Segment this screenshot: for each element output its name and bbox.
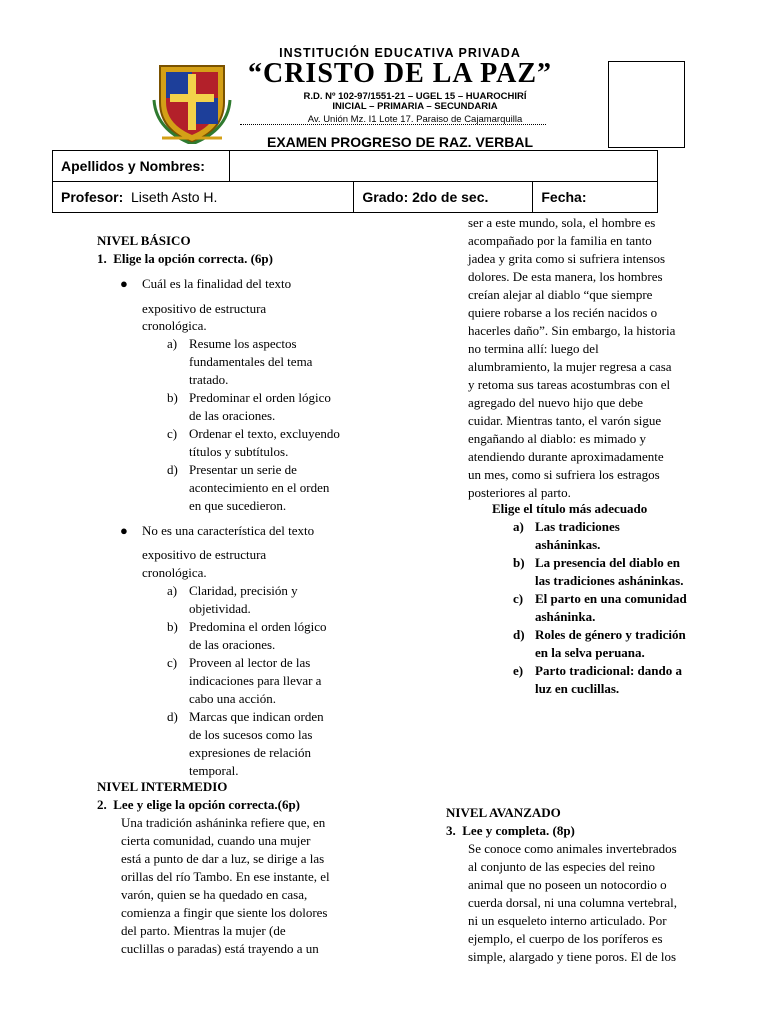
question-3 <box>446 822 575 840</box>
question-3-text: Lee y completa. (8p) <box>462 823 575 838</box>
question-1 <box>97 250 273 268</box>
grade-cell <box>354 182 533 213</box>
question-1-text: Elige la opción correcta. (6p) <box>113 251 273 266</box>
teacher-value: Liseth Asto H. <box>131 189 218 205</box>
option-d[interactable]: d) Roles de género y tradición en la selva peruana. <box>513 627 686 660</box>
question-1-number: 1. <box>97 251 107 266</box>
header-divider <box>240 124 546 125</box>
school-levels: INICIAL – PRIMARIA – SECUNDARIA <box>332 101 498 112</box>
exam-title: EXAMEN PROGRESO DE RAZ. VERBAL <box>266 134 534 150</box>
names-label: Apellidos y Nombres: <box>61 158 205 174</box>
question-2-number: 2. <box>97 797 107 812</box>
names-label-cell <box>53 151 230 182</box>
question-2 <box>97 796 300 814</box>
option-b[interactable]: b) La presencia del diablo en las tradiciones asháninkas. <box>513 555 684 588</box>
option-e[interactable]: e) Parto tradicional: dando a luz en cuclillas. <box>513 663 682 696</box>
option-a[interactable]: a) Las tradiciones asháninkas. <box>513 519 620 552</box>
basic-q2-options <box>167 582 327 780</box>
date-cell[interactable] <box>533 182 658 213</box>
title-options <box>513 518 687 698</box>
option-b[interactable]: b) Predominar el orden lógico de las oraciones. <box>167 390 331 423</box>
school-crest-icon <box>152 60 232 144</box>
option-d[interactable]: d) Presentar un serie de acontecimiento en el orden en que sucedieron. <box>167 462 330 513</box>
basic-q1-stem-l3: cronológica. <box>142 318 207 333</box>
student-info-table <box>52 150 658 213</box>
intermediate-level-title: NIVEL INTERMEDIO <box>97 779 228 794</box>
option-b[interactable]: b) Predomina el orden lógico de las oraciones. <box>167 619 327 652</box>
teacher-cell <box>53 182 354 213</box>
option-a[interactable]: a) Claridad, precisión y objetividad. <box>167 583 298 616</box>
photo-box <box>608 61 685 148</box>
date-label: Fecha: <box>541 189 587 205</box>
basic-q2-stem-l3: cronológica. <box>142 565 207 580</box>
basic-q1-stem-l1: Cuál es la finalidad del texto <box>142 276 292 291</box>
basic-level-title: NIVEL BÁSICO <box>97 233 191 248</box>
basic-q1-stem-l2: expositivo de estructura <box>142 301 267 316</box>
option-a[interactable]: a) Resume los aspectos fundamentales del tema tratado. <box>167 336 313 387</box>
question-3-number: 3. <box>446 823 456 838</box>
resolution-line: R.D. Nº 102-97/1551-21 – UGEL 15 – HUAROCHIRÍ <box>303 91 527 102</box>
school-name: “CRISTO DE LA PAZ” <box>247 58 553 89</box>
bullet-icon: ● <box>120 523 128 538</box>
grade-value: Grado: 2do de sec. <box>362 189 489 205</box>
basic-q1-options <box>167 335 340 515</box>
basic-q2-stem-l2: expositivo de estructura <box>142 547 267 562</box>
question-2-text: Lee y elige la opción correcta.(6p) <box>113 797 301 812</box>
school-address: Av. Unión Mz. I1 Lote 17. Paraiso de Cajamarquilla <box>307 114 523 125</box>
intermediate-passage: Una tradición asháninka refiere que, en cierta comunidad, cuando una mujer está a punto de dar a luz, se dirige a las orillas del río Tambo. En ese instante, el varón, quien se ha quedado en casa, comienza a fingir que siente los dolores del parto. Mientras la mujer (de cuclillas o paradas) está trayendo a un <box>121 815 330 956</box>
option-c[interactable]: c) Ordenar el texto, excluyendo títulos y subtítulos. <box>167 426 340 459</box>
institution-type: INSTITUCIÓN EDUCATIVA PRIVADA <box>279 46 521 60</box>
basic-q2-stem-l1: No es una característica del texto <box>142 523 315 538</box>
intermediate-passage-continued: ser a este mundo, sola, el hombre es acompañado por la familia en tanto jadea y grita como si sufriera intensos dolores. De esta manera, los hombres creían alejar al diablo “que siempre quiere robarse a los recién nacidos o hacerles daño”. Sin embargo, la historia no termina allí: luego del alumbramiento, la mujer regresa a casa y retoma sus tareas acostumbras con el agregado del nuevo hijo que debe cuidar. Mientras tanto, el varón sigue engañando al diablo: es mimado y atendiendo durante aproximadamente un mes, como si sufriera los estragos posteriores al parto. <box>468 215 676 500</box>
option-d[interactable]: d) Marcas que indican orden de los sucesos como las expresiones de relación temporal. <box>167 709 324 778</box>
choose-title-prompt: Elige el título más adecuado <box>492 501 648 516</box>
teacher-label: Profesor: <box>61 189 124 205</box>
option-c[interactable]: c) Proveen al lector de las indicaciones para llevar a cabo una acción. <box>167 655 322 706</box>
option-c[interactable]: c) El parto en una comunidad asháninka. <box>513 591 687 624</box>
advanced-passage: Se conoce como animales invertebrados al conjunto de las especies del reino animal que no poseen un notocordio o cuerda dorsal, ni una columna vertebral, ni un esqueleto interno articulado. Por ejemplo, el cuerpo de los poríferos es simple, alargado y tiene poros. El de los <box>468 841 677 964</box>
bullet-icon: ● <box>120 276 128 291</box>
advanced-level-title: NIVEL AVANZADO <box>446 805 561 820</box>
names-field[interactable] <box>230 151 658 182</box>
